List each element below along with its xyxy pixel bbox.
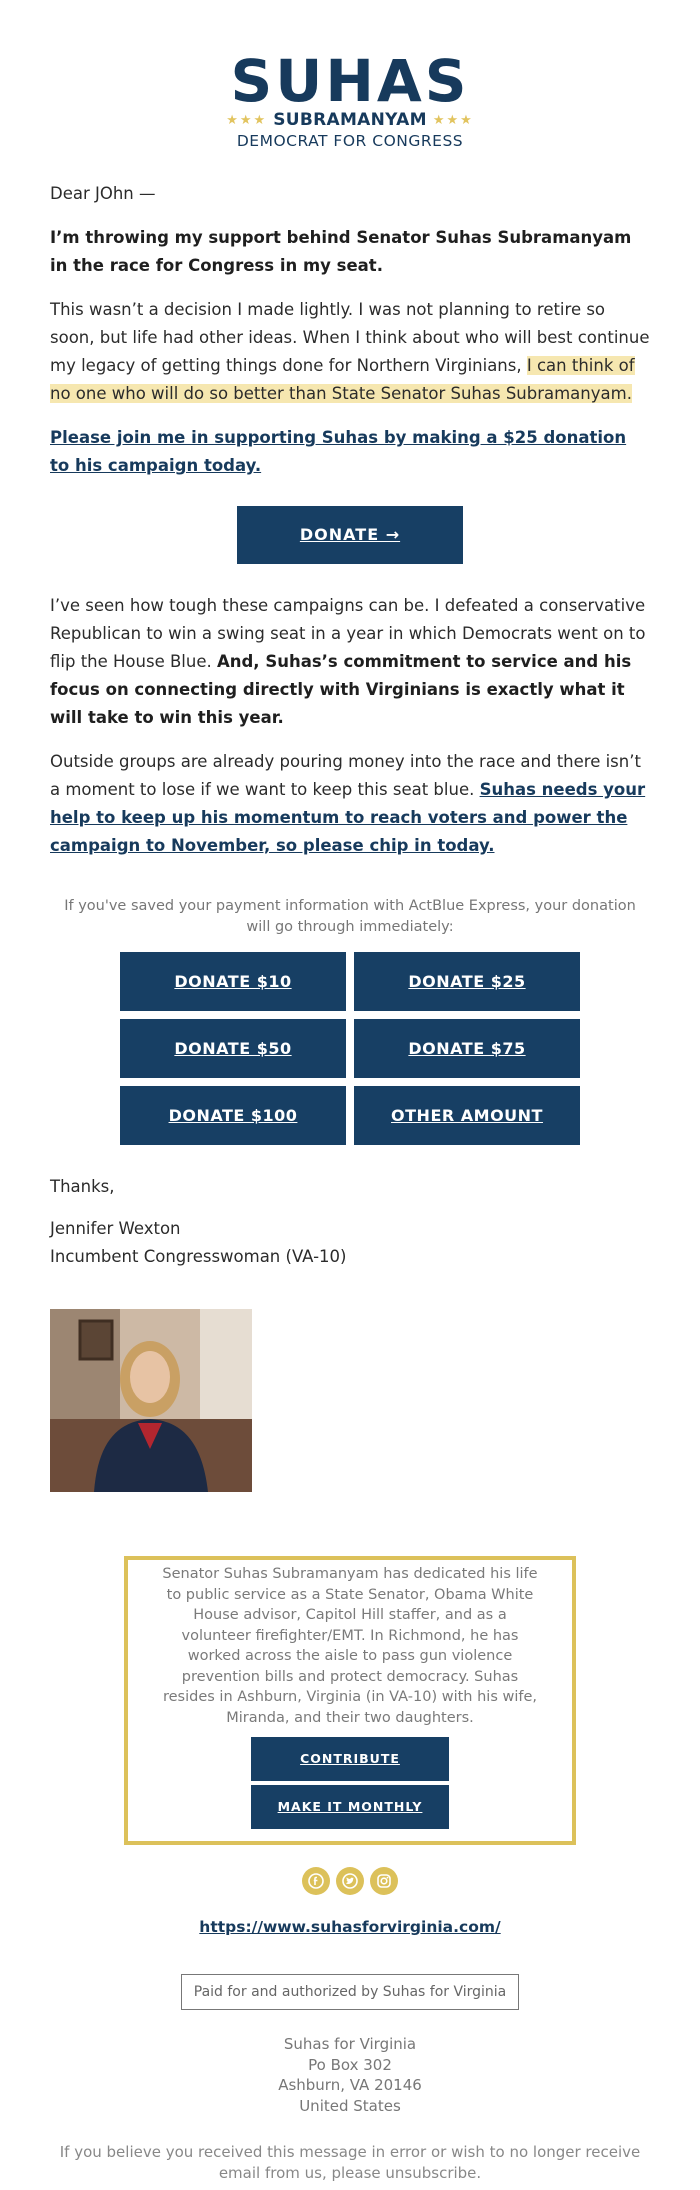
bio-box bbox=[124, 1556, 576, 1845]
donation-grid bbox=[120, 952, 580, 1145]
campaign-logo bbox=[50, 0, 650, 170]
other-amount-button[interactable]: OTHER AMOUNT bbox=[354, 1086, 580, 1145]
donate-100-button[interactable]: DONATE $100 bbox=[120, 1086, 346, 1145]
logo-stars-right: ★★★ bbox=[432, 112, 474, 128]
contribute-button[interactable]: CONTRIBUTE bbox=[251, 1737, 449, 1781]
address-line: Po Box 302 bbox=[308, 2055, 392, 2074]
donate-25-link[interactable]: Please join me in supporting Suhas by making a $25 donation to his campaign today. bbox=[50, 428, 627, 475]
social-links bbox=[0, 1867, 700, 1895]
thanks: Thanks, bbox=[50, 1177, 115, 1196]
signer-title: Incumbent Congresswoman (VA-10) bbox=[50, 1247, 347, 1266]
paid-for-disclaimer: Paid for and authorized by Suhas for Virginia bbox=[181, 1974, 520, 2010]
highlighted-endorsement: I can think of no one who will do so better than State Senator Suhas Subramanyam. bbox=[50, 356, 635, 403]
logo-surname: SUBRAMANYAM bbox=[273, 110, 427, 130]
decision-paragraph bbox=[50, 296, 650, 408]
chip-in-link[interactable]: Suhas needs your help to keep up his momentum to reach voters and power the campaign to November, so please chip in today. bbox=[50, 780, 646, 855]
twitter-icon[interactable] bbox=[336, 1867, 364, 1895]
campaign-text: I’ve seen how tough these campaigns can be. I defeated a conservative Republican to win a swing seat in a year in which Democrats went on to flip the House Blue. bbox=[50, 596, 646, 671]
donate-10-button[interactable]: DONATE $10 bbox=[120, 952, 346, 1011]
actblue-note: If you've saved your payment information with ActBlue Express, your donation will go through immediately: bbox=[64, 898, 636, 935]
greeting: Dear JOhn — bbox=[50, 184, 156, 203]
intro-paragraph: I’m throwing my support behind Senator Suhas Subramanyam in the race for Congress in my seat. bbox=[50, 228, 632, 275]
logo-stars-left: ★★★ bbox=[226, 112, 268, 128]
signer-photo bbox=[50, 1309, 252, 1492]
address-line: United States bbox=[299, 2096, 401, 2115]
instagram-icon[interactable] bbox=[370, 1867, 398, 1895]
unsubscribe-notice[interactable]: If you believe you received this message in error or wish to no longer receive email from us, please unsubscribe. bbox=[59, 2143, 641, 2182]
website-link[interactable]: https://www.suhasforvirginia.com/ bbox=[199, 1918, 501, 1936]
address-line: Ashburn, VA 20146 bbox=[278, 2076, 422, 2094]
signer-name: Jennifer Wexton bbox=[50, 1219, 181, 1238]
outside-groups-text: Outside groups are already pouring money into the race and there isn’t a moment to lose if we want to keep this seat blue. bbox=[50, 752, 641, 799]
make-it-monthly-button[interactable]: MAKE IT MONTHLY bbox=[251, 1785, 449, 1829]
logo-name: SUHAS bbox=[230, 47, 470, 115]
outside-groups-paragraph bbox=[50, 748, 650, 860]
decision-text: This wasn’t a decision I made lightly. I was not planning to retire so soon, but life had other ideas. When I think about who will best continue my legacy of getting things done for Northern Virginians, bbox=[50, 300, 650, 375]
campaign-paragraph bbox=[50, 592, 650, 732]
portrait-illustration bbox=[50, 1309, 252, 1492]
logo-surname-row bbox=[50, 110, 650, 130]
address-line: Suhas for Virginia bbox=[283, 2035, 417, 2053]
bio-text: Senator Suhas Subramanyam has dedicated his life to public service as a State Senator, Obama White House advisor, Capitol Hill staffer, and as a volunteer firefighter/EMT. In Richmond, he has worked across the aisle to pass gun violence prevention bills and protect democracy. Suhas resides in Ashburn, Virginia (in VA-10) with his wife, Miranda, and their two daughters. bbox=[162, 1566, 538, 1726]
donate-50-button[interactable]: DONATE $50 bbox=[120, 1019, 346, 1078]
mailing-address bbox=[0, 2034, 700, 2116]
donate-75-button[interactable]: DONATE $75 bbox=[354, 1019, 580, 1078]
donate-main-button[interactable]: DONATE → bbox=[237, 506, 463, 564]
donate-25-button[interactable]: DONATE $25 bbox=[354, 952, 580, 1011]
commitment-text: And, Suhas’s commitment to service and his focus on connecting directly with Virginians is exactly what it will take to win this year. bbox=[50, 652, 632, 727]
logo-tagline: DEMOCRAT FOR CONGRESS bbox=[236, 132, 464, 150]
facebook-icon[interactable] bbox=[302, 1867, 330, 1895]
